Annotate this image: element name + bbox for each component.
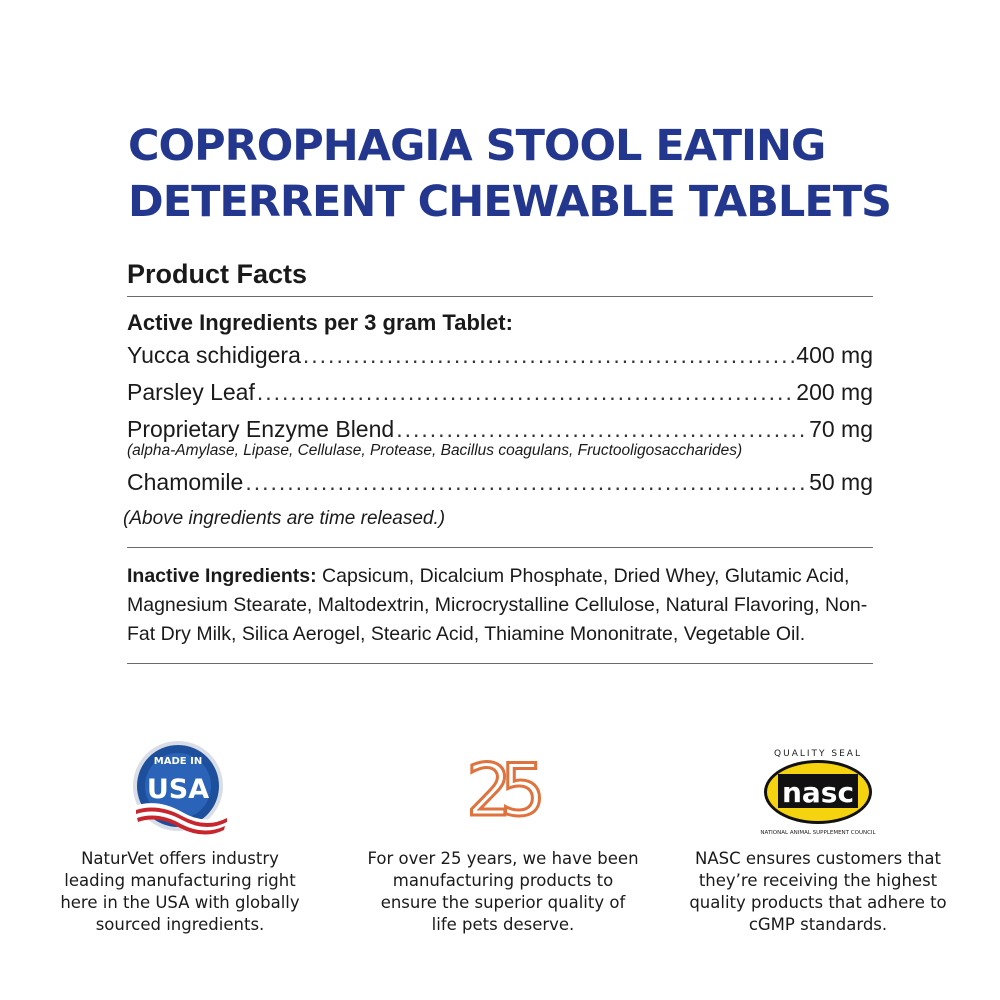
usa-badge-text: NaturVet offers industry leading manufacturing right here in the USA with globally sourced ingredients. [60,849,300,934]
ingredient-amount: 50 mg [809,469,873,495]
trust-badges [40,740,960,980]
dot-leader [303,337,794,374]
ingredient-row [127,337,873,374]
inactive-ingredients-label: Inactive Ingredients: [127,565,317,587]
nasc-seal-bottom-text: NATIONAL ANIMAL SUPPLEMENT COUNCIL [760,830,876,836]
page-title [128,118,908,230]
ingredient-row [127,374,873,411]
nasc-badge [668,740,968,936]
usa-seal-top-text: MADE IN [153,756,203,767]
ingredient-name: Proprietary Enzyme Blend [127,416,395,442]
25-years-icon [353,740,653,840]
active-ingredients-heading: Active Ingredients per 3 gram Tablet: [127,310,513,335]
time-release-note: (Above ingredients are time released.) [123,508,446,529]
ingredient-name: Yucca schidigera [127,342,301,368]
years-number: 25 [466,748,534,832]
nasc-badge-text: NASC ensures customers that they’re receiving the highest quality products that adhere to cGMP standards. [689,849,947,934]
divider [127,663,873,664]
dot-leader [257,374,794,411]
ingredient-amount: 70 mg [809,416,873,442]
usa-seal-main-text: USA [146,774,210,805]
made-in-usa-badge [30,740,330,936]
inactive-ingredients [127,548,873,663]
nasc-seal-top-text: QUALITY SEAL [774,749,862,759]
nasc-quality-seal-icon [668,740,968,840]
nasc-seal-main-text: nasc [781,776,855,809]
made-in-usa-seal-icon [30,740,330,840]
title-line-2: DETERRENT CHEWABLE TABLETS [128,177,891,227]
ingredient-amount: 200 mg [796,379,873,405]
product-facts-panel [123,256,873,664]
ingredient-row [127,464,873,501]
inactive-ingredients-list: Capsicum, Dicalcium Phosphate, Dried Whey, Glutamic Acid, Magnesium Stearate, Maltodextrin, Microcrystalline Cellulose, Natural Flavoring, Non-Fat Dry Milk, Silica Aerogel, Stearic Acid, Thiamine Mononitrate, Vegetable Oil. [127,565,868,645]
title-line-1: COPROPHAGIA STOOL EATING [128,121,826,171]
years-badge-text: For over 25 years, we have been manufacturing products to ensure the superior quality of life pets deserve. [367,849,639,934]
ingredient-name: Parsley Leaf [127,379,255,405]
ingredient-amount: 400 mg [796,342,873,368]
enzyme-blend-note: (alpha-Amylase, Lipase, Cellulase, Protease, Bacillus coagulans, Fructooligosaccharides) [127,442,743,459]
dot-leader [245,464,807,501]
ingredient-name: Chamomile [127,469,244,495]
product-facts-heading: Product Facts [127,256,873,297]
years-badge [353,740,653,936]
